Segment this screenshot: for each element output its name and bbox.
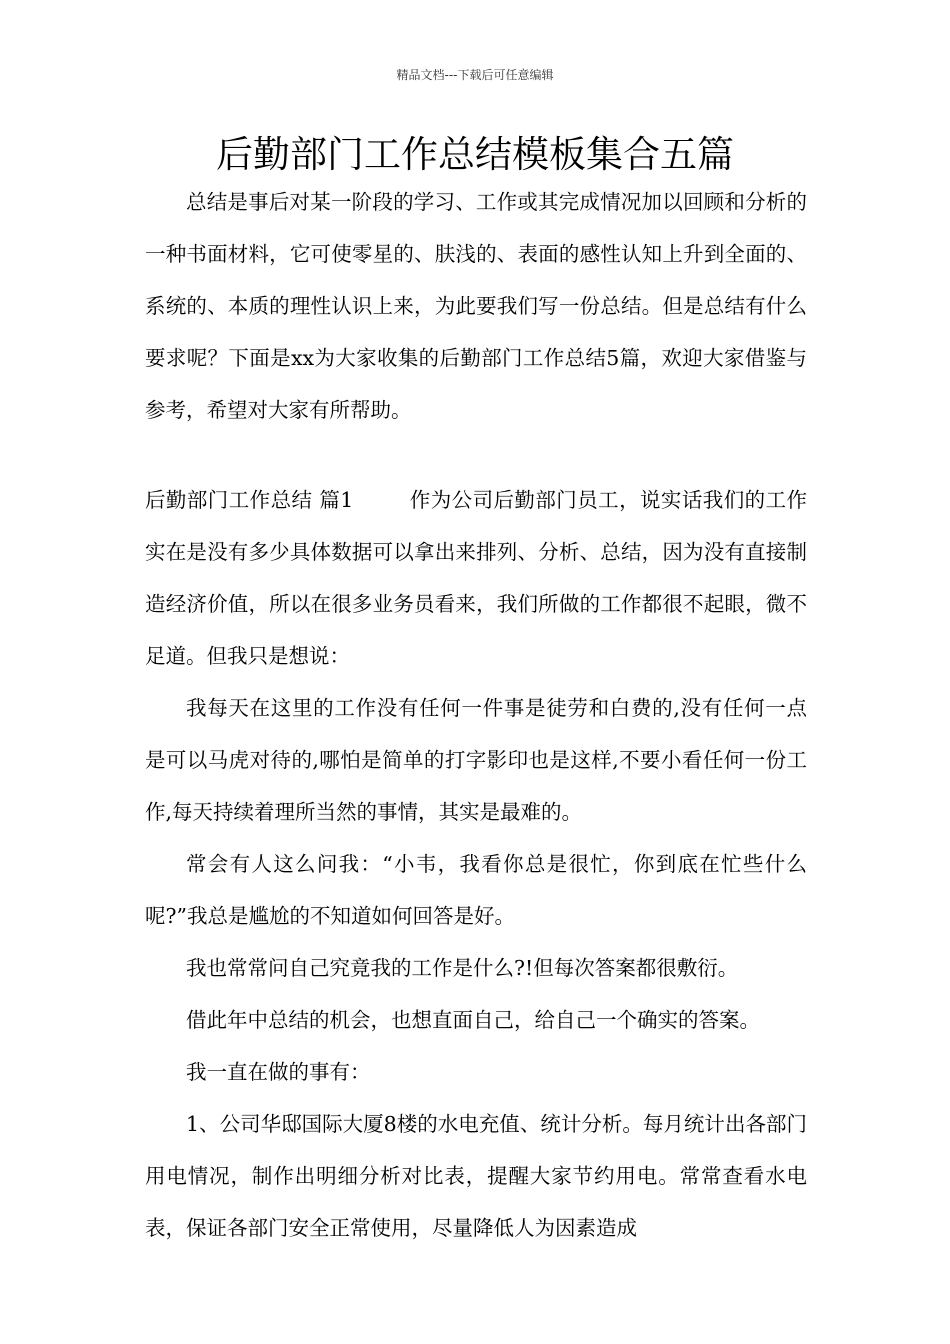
paragraph: 我一直在做的事有： xyxy=(186,1060,371,1084)
header-note: 精品文档---下载后可任意编辑 xyxy=(396,68,554,82)
section-1-first-text: 作为公司后勤部门员工，说实话我们的工作实在是没有多少具体数据可以拿出来排列、分析、总结，因为没有直接制造经济价值，所以在很多业务员看来，我们所做的工作都很不起眼，微不足道。但我只是想说： xyxy=(145,488,808,668)
paragraph: 1、公司华邸国际大厦8楼的水电充值、统计分析。每月统计出各部门用电情况，制作出明细分析对比表，提醒大家节约用电。常常查看水电表，保证各部门安全正常使用，尽量降低人为因素造成 xyxy=(145,1112,807,1240)
paragraph: 我每天在这里的工作没有任何一件事是徒劳和白费的,没有任何一点是可以马虎对待的,哪怕是简单的打字影印也是这样,不要小看任何一份工作,每天持续着理所当然的事情，其实是最难的。 xyxy=(145,696,807,824)
paragraph: 借此年中总结的机会，也想直面自己，给自己一个确实的答案。 xyxy=(186,1008,760,1032)
document-title: 后勤部门工作总结模板集合五篇 xyxy=(216,133,734,176)
section-1-first-paragraph xyxy=(145,474,807,682)
intro-paragraph: 总结是事后对某一阶段的学习、工作或其完成情况加以回顾和分析的一种书面材料，它可使零星的、肤浅的、表面的感性认知上升到全面的、系统的、本质的理性认识上来，为此要我们写一份总结。但是总结有什么要求呢？下面是xx为大家收集的后勤部门工作总结5篇，欢迎大家借鉴与参考，希望对大家有所帮助。 xyxy=(145,190,807,422)
section-1-heading: 后勤部门工作总结 篇1 xyxy=(145,488,354,512)
paragraph: 我也常常问自己究竟我的工作是什么?!但每次答案都很敷衍。 xyxy=(186,956,739,980)
paragraph: 常会有人这么问我：“小韦，我看你总是很忙，你到底在忙些什么呢?”我总是尴尬的不知道如何回答是好。 xyxy=(145,852,807,928)
intro-section xyxy=(145,176,807,436)
section-1 xyxy=(145,474,807,1254)
